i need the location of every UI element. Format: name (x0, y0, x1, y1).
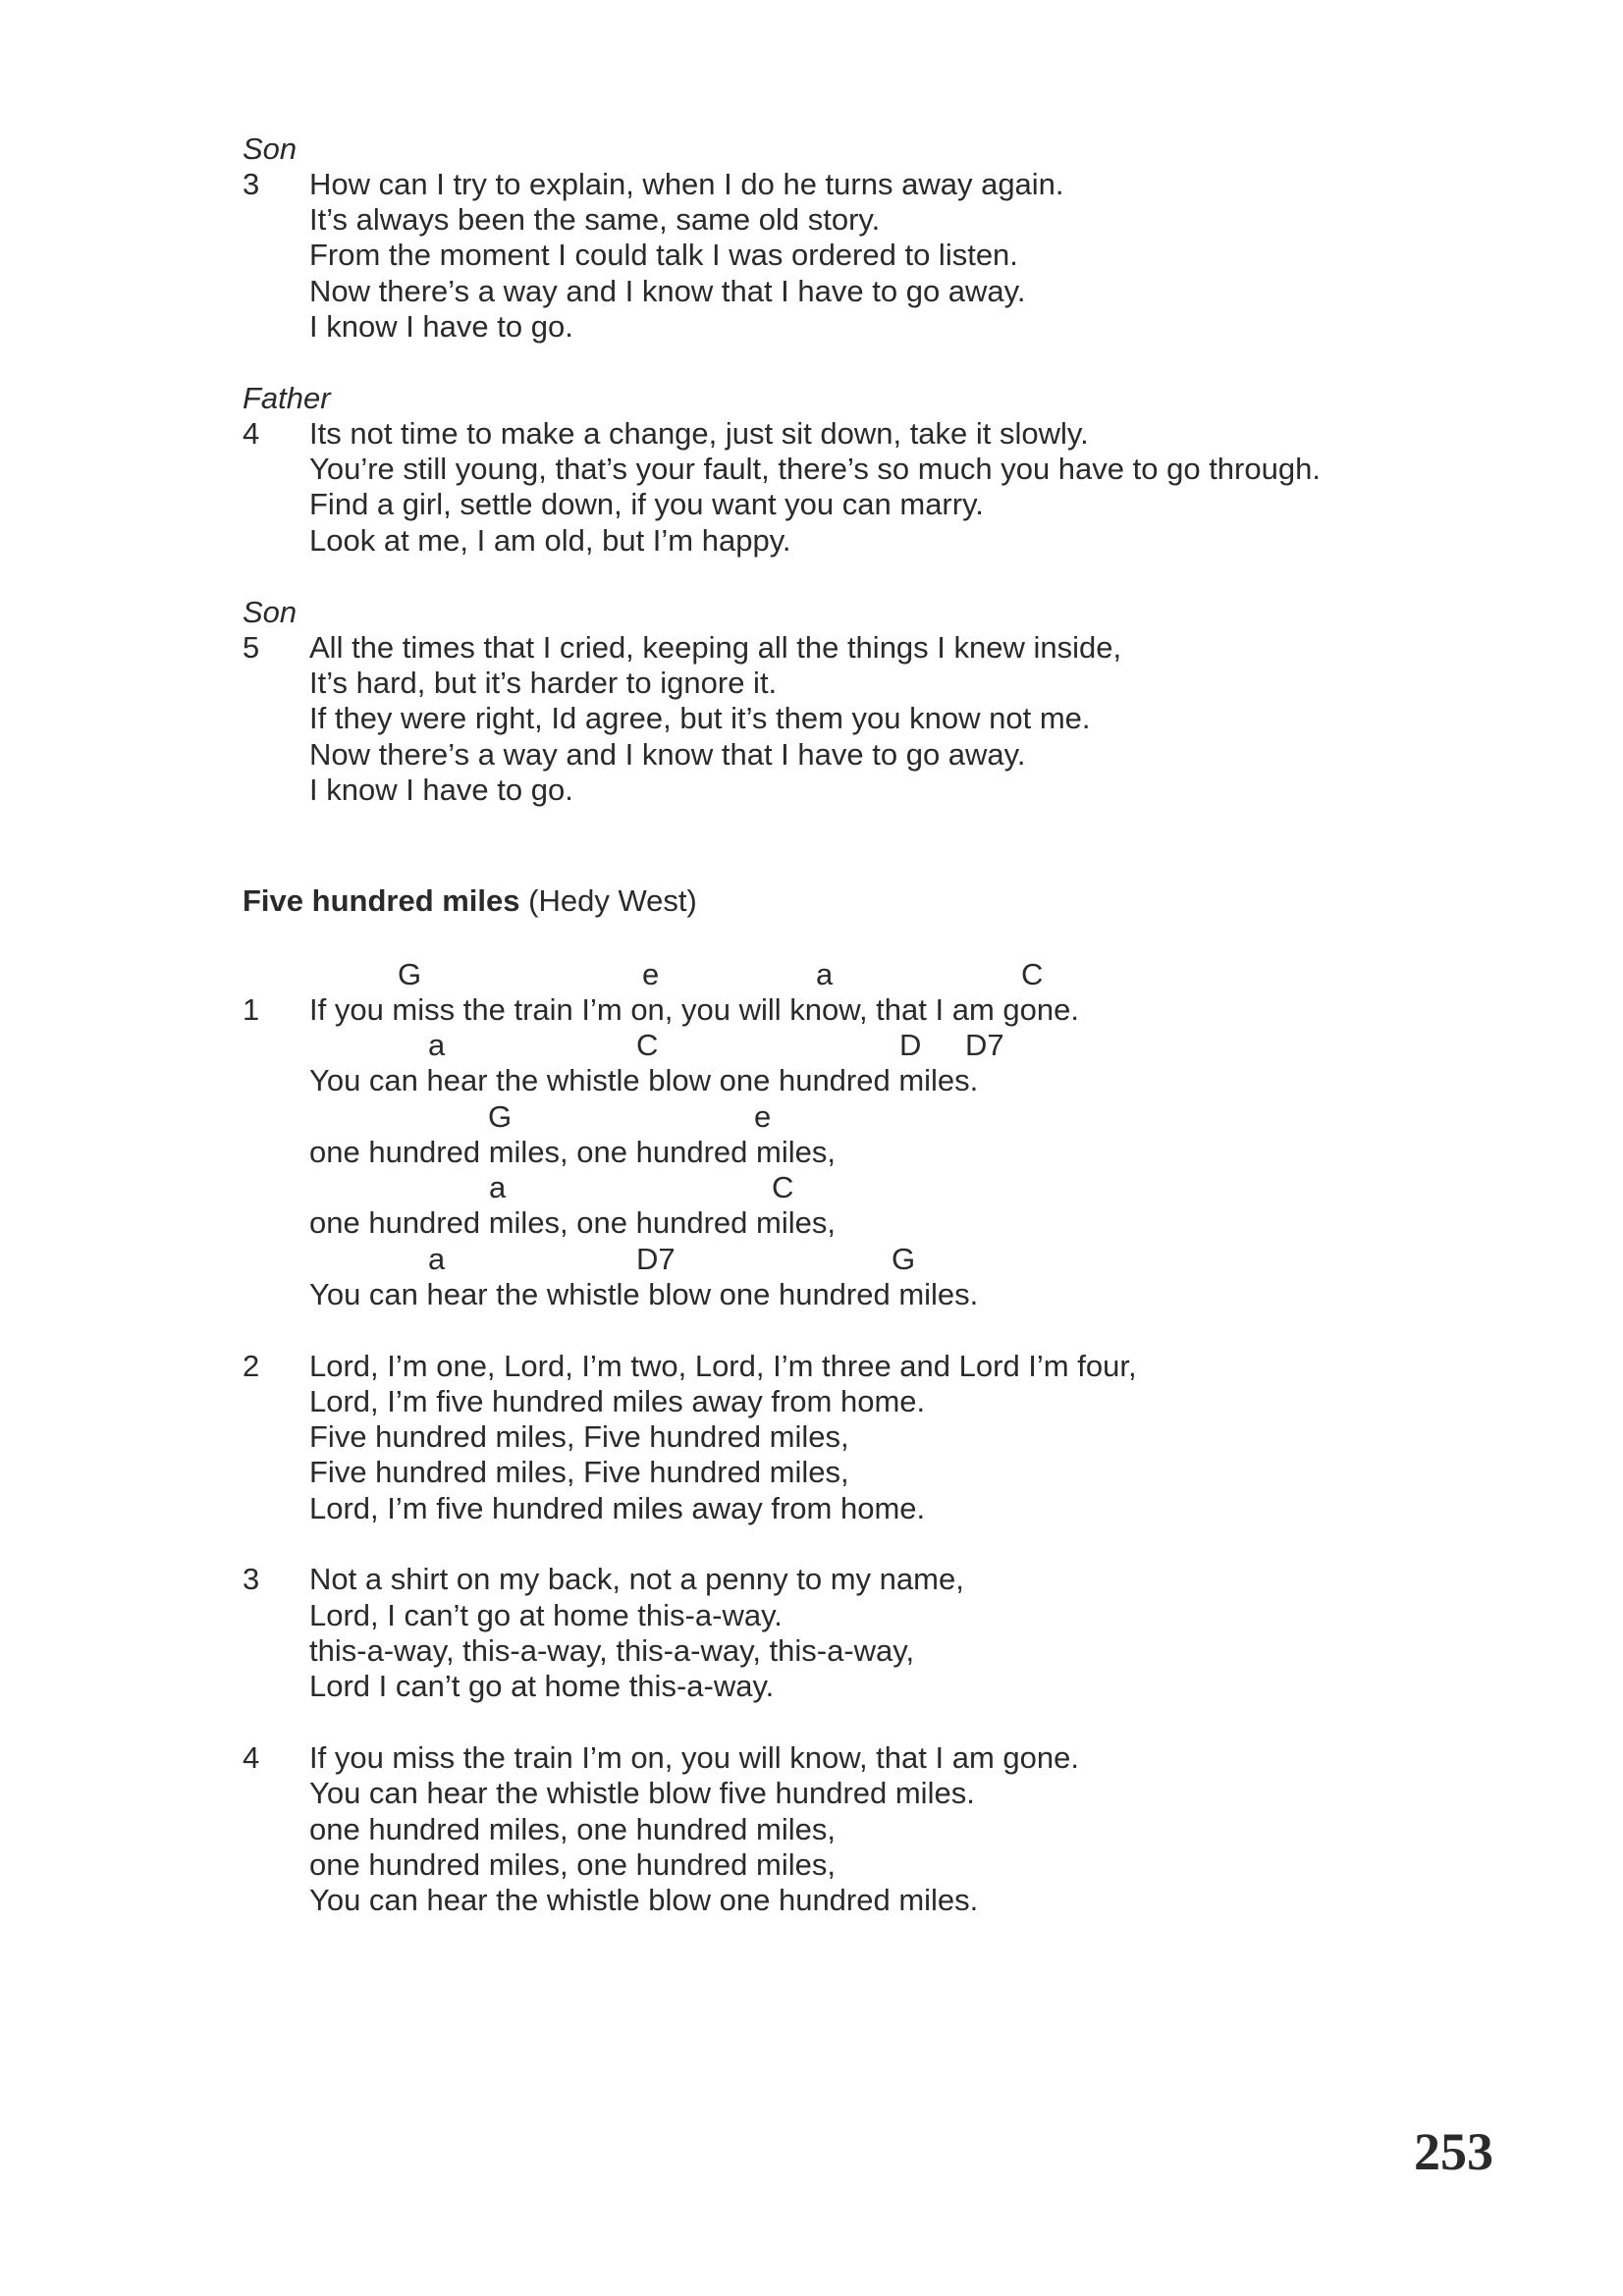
lyric-line: one hundred miles, one hundred miles, (309, 1205, 836, 1240)
lyric-line: Its not time to make a change, just sit down, take it slowly. (309, 416, 1089, 451)
chord: C (636, 1028, 659, 1062)
speaker-label: Son (243, 595, 298, 629)
chord: G (488, 1099, 513, 1134)
verse-number: 4 (243, 1740, 260, 1775)
lyric-line: I know I have to go. (309, 309, 573, 344)
chord: a (428, 1028, 446, 1062)
speaker-label: Son (243, 132, 298, 166)
lyric-line: this-a-way, this-a-way, this-a-way, this-a-way, (309, 1633, 915, 1668)
chord: a (489, 1170, 507, 1204)
stanza-number: 4 (243, 416, 260, 451)
chord: D7 (965, 1028, 1004, 1062)
lyric-line: It’s hard, but it’s harder to ignore it. (309, 666, 778, 700)
lyric-line: Lord, I can’t go at home this-a-way. (309, 1598, 783, 1632)
chord: D7 (636, 1242, 676, 1276)
lyric-line: Look at me, I am old, but I’m happy. (309, 523, 791, 558)
lyric-line: Not a shirt on my back, not a penny to my name, (309, 1562, 964, 1596)
lyric-line: Find a girl, settle down, if you want you can marry. (309, 487, 984, 521)
lyric-line: I know I have to go. (309, 773, 573, 807)
lyric-line: Now there’s a way and I know that I have to go away. (309, 737, 1026, 772)
verse-number: 3 (243, 1562, 260, 1596)
chord: a (816, 957, 834, 991)
lyric-line: Five hundred miles, Five hundred miles, (309, 1419, 849, 1454)
page-number: 253 (1414, 2122, 1493, 2181)
lyric-line: one hundred miles, one hundred miles, (309, 1135, 836, 1169)
chord: e (642, 957, 660, 991)
stanza-number: 3 (243, 167, 260, 201)
lyric-line: If they were right, Id agree, but it’s them you know not me. (309, 701, 1091, 735)
chord: a (428, 1242, 446, 1276)
chord: G (892, 1242, 916, 1276)
lyric-line: one hundred miles, one hundred miles, (309, 1812, 836, 1846)
lyric-line: It’s always been the same, same old story. (309, 202, 881, 237)
lyric-line: You can hear the whistle blow one hundred miles. (309, 1277, 979, 1311)
lyric-line: Lord, I’m one, Lord, I’m two, Lord, I’m three and Lord I’m four, (309, 1349, 1137, 1383)
lyric-line: Lord, I’m five hundred miles away from home. (309, 1491, 926, 1525)
lyric-line: From the moment I could talk I was ordered to listen. (309, 238, 1018, 272)
lyric-line: Five hundred miles, Five hundred miles, (309, 1455, 849, 1489)
lyric-line: You’re still young, that’s your fault, there’s so much you have to go through. (309, 452, 1321, 486)
lyric-line: Lord, I’m five hundred miles away from home. (309, 1384, 926, 1418)
lyric-line: Lord I can’t go at home this-a-way. (309, 1669, 775, 1703)
stanza-number: 5 (243, 630, 260, 665)
song-author: (Hedy West) (528, 883, 697, 918)
lyric-line: If you miss the train I’m on, you will know, that I am gone. (309, 992, 1079, 1027)
lyric-line: All the times that I cried, keeping all the things I knew inside, (309, 630, 1122, 665)
song-title: Five hundred miles (243, 883, 520, 918)
chord: e (754, 1099, 772, 1134)
verse-number: 1 (243, 992, 260, 1027)
speaker-label: Father (243, 381, 331, 415)
lyric-line: You can hear the whistle blow one hundred miles. (309, 1883, 979, 1917)
lyric-line: You can hear the whistle blow one hundred miles. (309, 1063, 979, 1097)
song-title-line (243, 883, 697, 919)
chord: C (772, 1170, 794, 1204)
chord: C (1021, 957, 1044, 991)
lyric-line: If you miss the train I’m on, you will know, that I am gone. (309, 1740, 1079, 1775)
lyric-line: Now there’s a way and I know that I have to go away. (309, 274, 1026, 308)
lyric-line: You can hear the whistle blow five hundred miles. (309, 1776, 975, 1810)
lyric-line: How can I try to explain, when I do he turns away again. (309, 167, 1064, 201)
verse-number: 2 (243, 1349, 260, 1383)
chord: G (398, 957, 422, 991)
chord: D (899, 1028, 922, 1062)
lyric-line: one hundred miles, one hundred miles, (309, 1847, 836, 1882)
